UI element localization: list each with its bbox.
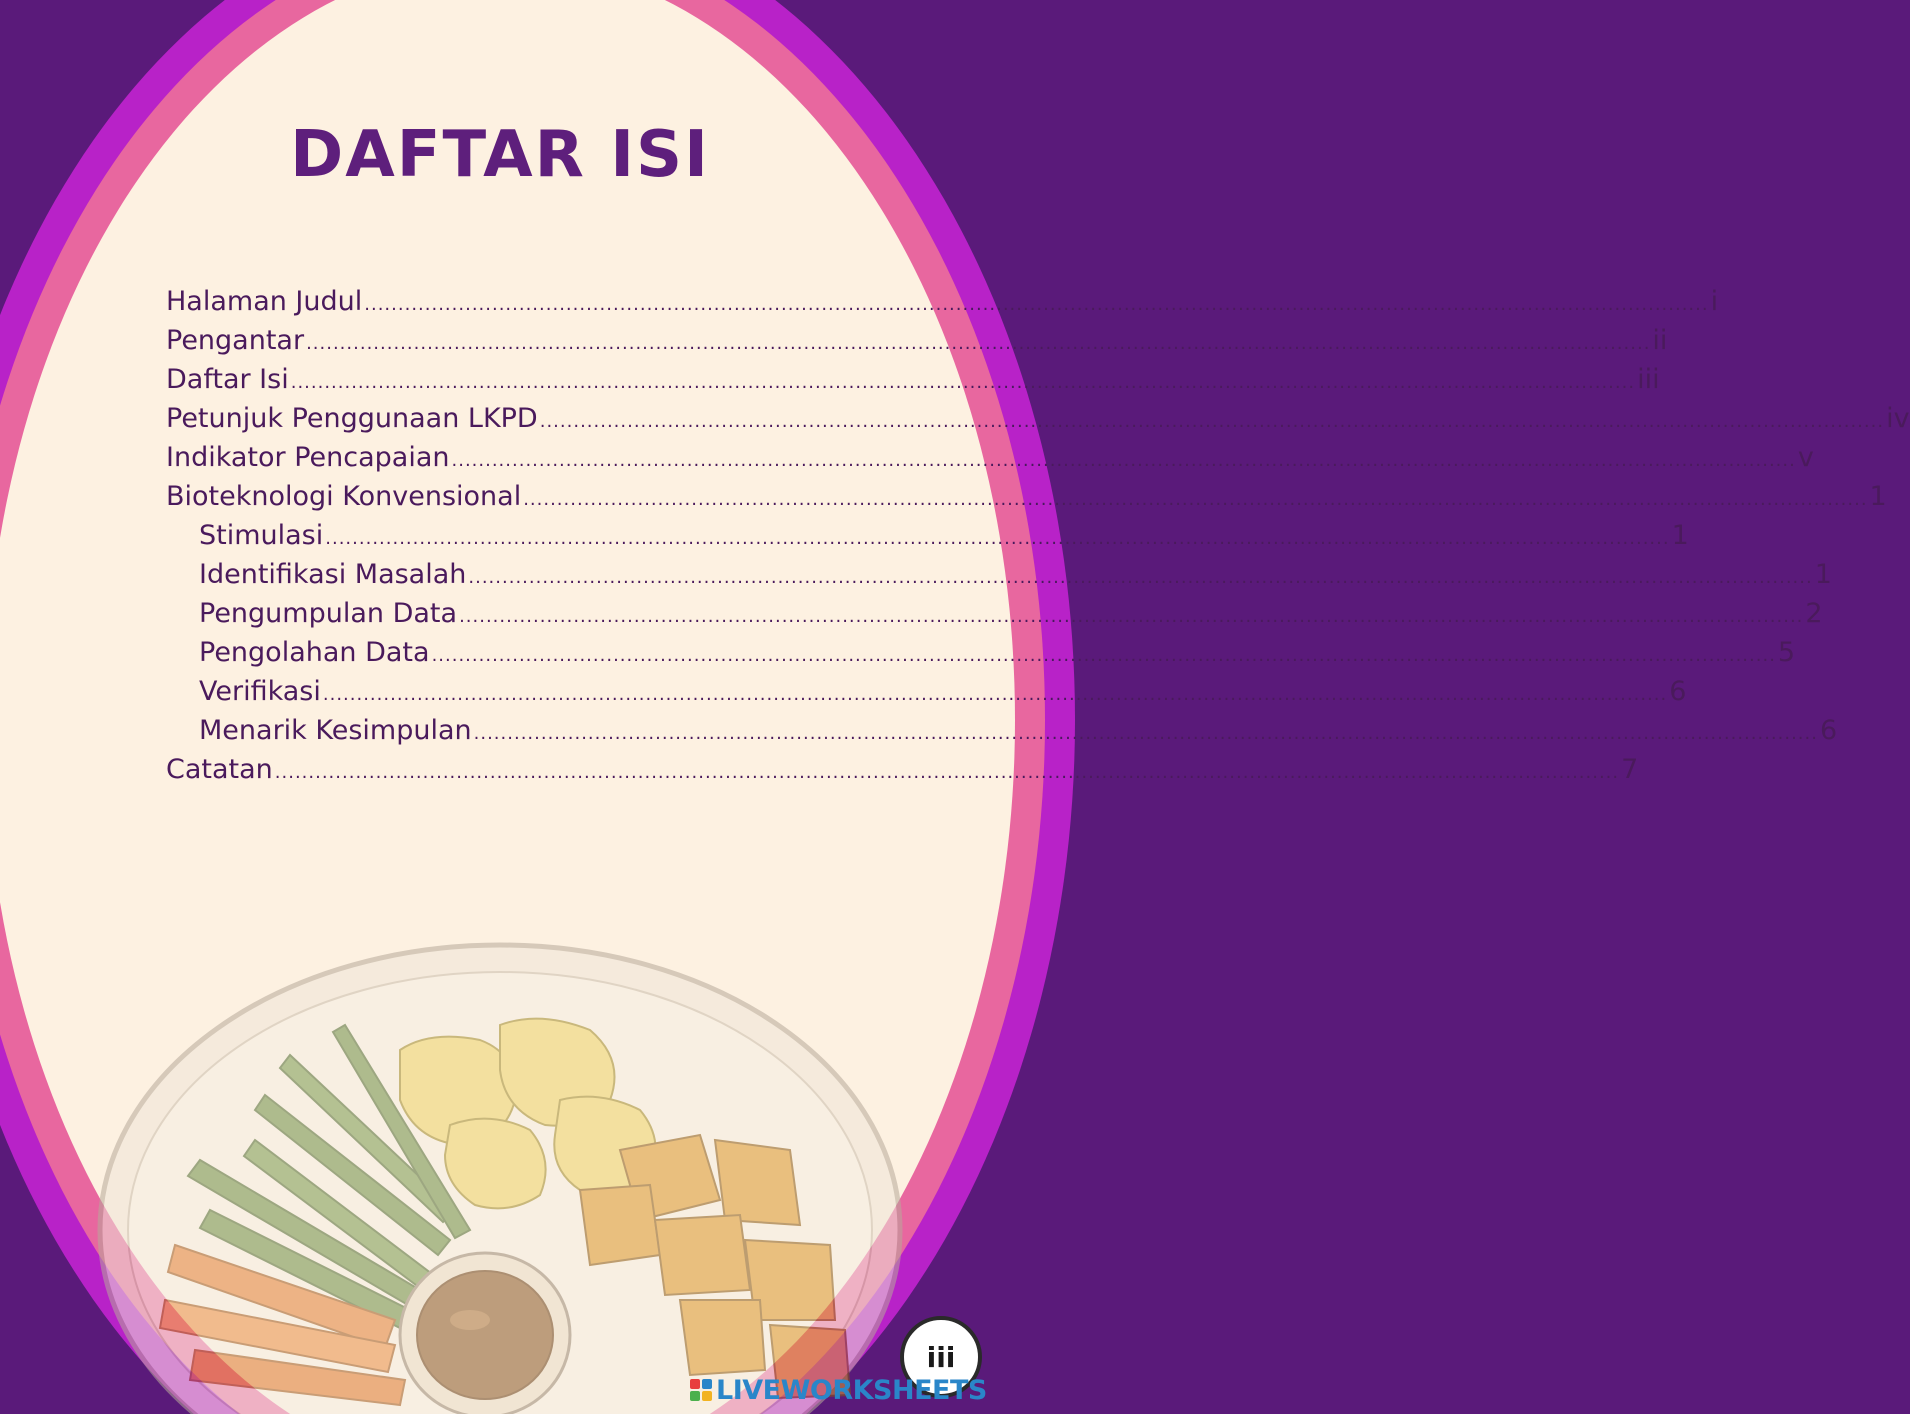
toc-item[interactable] [166,364,1660,403]
toc-item[interactable] [166,325,1668,364]
toc-dot-leader: ........................................................................................................................................................................................................ [451,450,1796,471]
toc-dot-leader: ........................................................................................................................................................................................................ [274,762,1620,783]
toc-item-label: Pengolahan Data [199,637,430,668]
toc-dot-leader: ........................................................................................................................................................................................................ [325,528,1670,549]
toc-item-page: v [1797,442,1814,473]
toc-item-label: Verifikasi [199,676,321,707]
toc-item[interactable] [166,442,1814,481]
toc-item[interactable] [166,715,1838,754]
toc-item-page: iii [1637,364,1660,395]
toc-item-page: 1 [1814,559,1832,590]
toc-item-label: Catatan [166,754,273,785]
toc-item[interactable] [166,481,1887,520]
watermark-text: LIVEWORKSHEETS [716,1374,987,1406]
toc-item-label: Petunjuk Penggunaan LKPD [166,403,538,434]
toc-item-label: Daftar Isi [166,364,289,395]
toc-dot-leader: ........................................................................................................................................................................................................ [473,723,1818,744]
page-number-badge: iii [900,1316,982,1398]
toc-dot-leader: ........................................................................................................................................................................................................ [364,294,1709,315]
toc-item-page: iv [1886,403,1910,434]
toc-item-page: 1 [1671,520,1689,551]
toc-item-label: Menarik Kesimpulan [199,715,472,746]
toc-dot-leader: ........................................................................................................................................................................................................ [322,684,1668,705]
toc-dot-leader: ........................................................................................................................................................................................................ [539,411,1885,432]
toc-item-page: 1 [1869,481,1887,512]
liveworksheets-watermark[interactable] [690,1372,987,1408]
toc-item[interactable] [166,598,1823,637]
toc-item-label: Stimulasi [199,520,324,551]
toc-item[interactable] [166,520,1689,559]
toc-item[interactable] [166,559,1832,598]
toc-dot-leader: ........................................................................................................................................................................................................ [468,567,1813,588]
toc-item-page: 6 [1819,715,1838,746]
table-of-contents [166,286,1910,793]
toc-dot-leader: ........................................................................................................................................................................................................ [431,645,1776,666]
toc-item-label: Pengantar [166,325,305,356]
liveworksheets-logo-icon [690,1379,712,1401]
toc-item[interactable] [166,286,1719,325]
toc-item-label: Pengumpulan Data [199,598,458,629]
toc-item[interactable] [166,637,1796,676]
page-title: DAFTAR ISI [290,118,710,192]
toc-item[interactable] [166,403,1910,442]
toc-item-label: Identifikasi Masalah [199,559,467,590]
toc-dot-leader: ........................................................................................................................................................................................................ [523,489,1868,510]
toc-item-page: 5 [1777,637,1796,668]
toc-item-page: 6 [1669,676,1687,707]
toc-item-page: 2 [1805,598,1823,629]
toc-item-page: i [1710,286,1719,317]
toc-item-label: Halaman Judul [166,286,363,317]
toc-item[interactable] [166,754,1639,793]
toc-item-page: ii [1652,325,1668,356]
toc-dot-leader: ........................................................................................................................................................................................................ [306,333,1651,354]
toc-item-label: Indikator Pencapaian [166,442,450,473]
toc-dot-leader: ........................................................................................................................................................................................................ [290,372,1636,393]
toc-dot-leader: ........................................................................................................................................................................................................ [459,606,1804,627]
toc-item[interactable] [166,676,1687,715]
toc-item-page: 7 [1621,754,1639,785]
toc-item-label: Bioteknologi Konvensional [166,481,522,512]
